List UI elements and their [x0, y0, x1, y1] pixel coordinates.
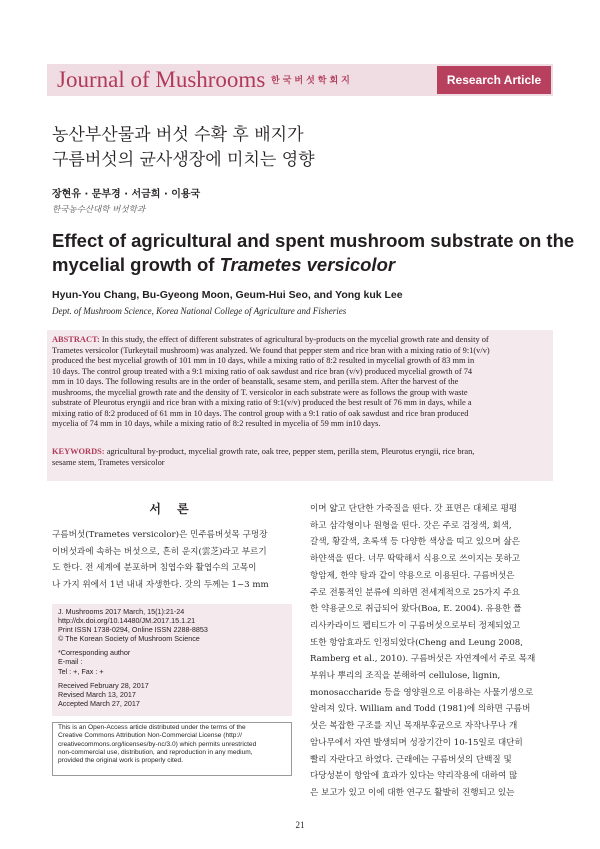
english-title: [52, 229, 575, 277]
english-affiliation: Dept. of Mushroom Science, Korea National College of Agriculture and Fisheries: [52, 306, 347, 316]
body-line: 암나무에서 자연 발생되며 성장기간이 10-15일로 대단히: [310, 737, 523, 748]
body-line: 알려져 있다. William and Todd (1981)에 의하면 구름버: [310, 704, 531, 715]
body-right-column: [310, 501, 550, 802]
body-line: 나 가지 위에서 1년 내내 자생한다. 갓의 두께는 1~3 mm: [52, 580, 269, 591]
body-line: monosaccharide 등을 영양원으로 이용하는 사물기생으로: [310, 687, 534, 698]
abstract-line: [52, 335, 548, 346]
english-authors: Hyun-You Chang, Bu-Gyeong Moon, Geum-Hui Seo, and Yong kuk Lee: [52, 289, 403, 301]
issn: Print ISSN 1738-0294, Online ISSN 2288-8853: [58, 625, 208, 635]
english-title-prefix: mycelial growth of: [52, 254, 220, 275]
abstract-line: mycelia of 74 mm in 10 days, while a mixing ratio of 8:2 resulted in mycelia of 59 mm in10 days.: [52, 419, 381, 428]
body-line: 이며 얇고 단단한 가죽질을 띤다. 갓 표면은 대체로 평평: [310, 504, 518, 514]
abstract-line: Trametes versicolor (Turkeytail mushroom) was analyzed. We found that pepper stem and rice bran with a mixing ratio of 9:1(v/v): [52, 345, 490, 355]
keywords-label: KEYWORDS:: [52, 447, 105, 456]
license-line: Creative Commons Attribution Non-Commercial License (http://: [58, 732, 242, 740]
tel-fax: Tel : +, Fax : +: [58, 666, 104, 676]
body-line: 빨리 자란다고 하였다. 근래에는 구름버섯의 단백질 및: [310, 754, 512, 765]
body-line: 또한 항암효과도 인정되었다(Cheng and Leung 2008,: [310, 637, 523, 648]
korean-affiliation: 한국농수산대학 버섯학과: [52, 205, 146, 215]
keywords-text: agricultural by-product, mycelial growth rate, oak tree, pepper stem, perilla stem, Pleurotus eryngii, rice bran,: [104, 447, 475, 456]
journal-name: Journal of Mushrooms: [57, 67, 266, 92]
body-line: 항암제, 한약 탕과 같이 약용으로 이용된다. 구름버섯은: [310, 570, 515, 581]
received-date: Received February 28, 2017: [58, 680, 149, 690]
body-line: 은 보고가 있고 이에 대한 연구도 활발히 진행되고 있는: [310, 787, 515, 798]
license-line: non-commercial use, distribution, and reproduction in any medium,: [58, 748, 253, 756]
body-line: 섯은 복잡한 구조를 지닌 목재부후균으로 자작나무나 개: [310, 721, 518, 732]
body-line: 이버섯과에 속하는 버섯으로, 흔히 운지(雲芝)라고 부르기: [52, 546, 267, 557]
abstract-label: ABSTRACT:: [52, 335, 100, 344]
keywords-line: [52, 447, 548, 458]
open-access-notice: [58, 724, 288, 765]
license-line: provided the original work is properly cited.: [58, 757, 183, 765]
section-heading: 서 론: [149, 502, 195, 516]
body-line: 한 약용균으로 취급되어 왔다(Boa, E. 2004). 유용한 폴: [310, 604, 522, 615]
email: E-mail :: [58, 657, 83, 667]
journal-name-korean: 한국버섯학회지: [271, 76, 353, 86]
body-line: 하고 삼각형이나 원형을 띤다. 갓은 주로 검정색, 회색,: [310, 520, 512, 531]
body-left-column: [52, 527, 292, 594]
abstract-line: mm in 10 days. The following results are in the order of beanstalk, sesame stem, and perilla stem. After the harvest of the: [52, 377, 459, 386]
abstract-text: In this study, the effect of different substrates of agricultural by-products on the mycelial growth rate and density of: [99, 335, 489, 344]
body-line: 주로 전통적인 분류에 의하면 전세계적으로 25가지 주요: [310, 587, 520, 598]
page-number: 21: [295, 820, 305, 830]
abstract-line: substrate of Pleurotus eryngii and rice bran with a mixing ratio of 9:1(v/v) produced the best result of 76 mm in days, while a: [52, 398, 472, 407]
english-title-line: Effect of agricultural and spent mushroom substrate on the: [52, 230, 575, 251]
abstract: [52, 335, 548, 430]
abstract-line: 10 days. The control group treated with a 9:1 mixing ratio of oak sawdust and rice bran (v/v) produced mycelial growth of 74: [52, 366, 473, 376]
abstract-line: mixing ratio of 8:2 produced of 61 mm in 10 days. The control group with a 9:1 ratio of oak sawdust and rice bran produced: [52, 408, 469, 418]
body-line: 갈색, 황갈색, 초록색 등 다양한 색상을 띠고 있으며 삶은: [310, 537, 520, 548]
korean-title-line: 구름버섯의 균사생장에 미치는 영향: [52, 150, 315, 170]
citation: J. Mushrooms 2017 March, 15(1):21-24: [58, 607, 185, 616]
accepted-date: Accepted March 27, 2017: [58, 698, 140, 708]
article-type-badge: Research Article: [437, 66, 551, 94]
korean-title-line: 농산부산물과 버섯 수확 후 배지가: [52, 125, 304, 145]
body-line: 리사카라이드 펩티드가 이 구름버섯으로부터 정제되었고: [310, 620, 521, 631]
body-line: 다당성분이 항암에 효과가 있다는 약리작용에 대하여 많: [310, 771, 518, 782]
copyright: © The Korean Society of Mushroom Science: [58, 634, 200, 644]
keywords: [52, 447, 548, 468]
body-line: 하얀색을 띤다. 너무 딱딱해서 식용으로 쓰이지는 못하고: [310, 554, 521, 565]
license-line: creativecommons.org/licenses/by-nc/3.0) which permits unrestricted: [58, 740, 257, 748]
body-line: 도 한다. 전 세계에 분포하며 침엽수와 활엽수의 고목이: [52, 563, 257, 574]
abstract-line: produced the best mycelial growth of 101 mm in 10 days, while a mixing ratio of 8:2 resulted in mycelial growth of 83 mm in: [52, 356, 475, 365]
species-name: Trametes versicolor: [219, 254, 396, 275]
license-line: This is an Open-Access article distributed under the terms of the: [58, 724, 246, 731]
corresponding-author: *Corresponding author: [58, 648, 131, 658]
body-line: 구름버섯(Trametes versicolor)은 민주름버섯목 구멍장: [52, 530, 268, 540]
english-title-line: [52, 253, 552, 277]
revised-date: Revised March 13, 2017: [58, 689, 136, 699]
korean-authors: 장현유 · 문부경 · 서금희 · 이용국: [52, 189, 201, 200]
abstract-line: mushrooms, the mycelial growth rate and the density of T. versicolor in each substrate were as follows the group with waste: [52, 387, 468, 397]
korean-title: [52, 123, 552, 173]
article-info: [58, 607, 290, 708]
keywords-line: sesame stem, Trametes versicolor: [52, 457, 165, 467]
body-line: Ramberg et al., 2010). 구름버섯은 자연계에서 주로 목재: [310, 654, 536, 665]
doi-link[interactable]: http://dx.doi.org/10.14480/JM.2017.15.1.21: [58, 616, 196, 626]
body-line: 부위나 뿌리의 조직을 분해하여 cellulose, lignin,: [310, 671, 501, 682]
